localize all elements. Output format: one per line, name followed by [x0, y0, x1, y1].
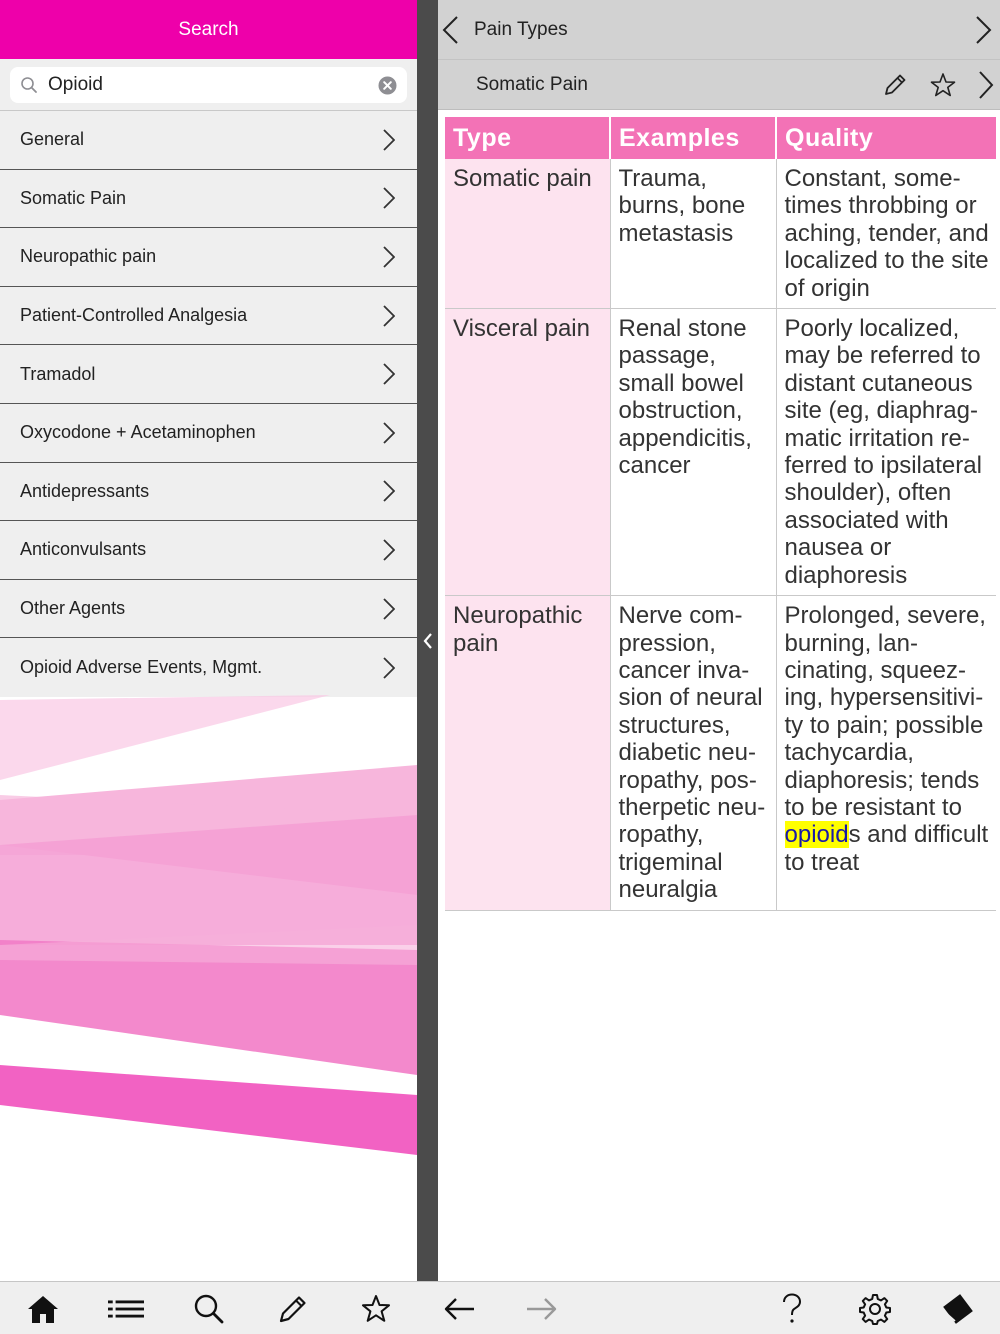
- app-menu-button[interactable]: [940, 1291, 976, 1327]
- back-chevron-icon[interactable]: [440, 15, 460, 45]
- list-icon: [108, 1298, 144, 1320]
- collapse-chevron-icon[interactable]: [423, 633, 433, 649]
- chevron-right-icon: [383, 422, 395, 444]
- left-header-title: Search: [178, 18, 239, 40]
- list-button[interactable]: [108, 1291, 144, 1327]
- chevron-right-icon: [383, 657, 395, 679]
- table-row: [445, 596, 996, 910]
- notes-button[interactable]: [275, 1291, 311, 1327]
- header-examples: Examples: [610, 117, 776, 159]
- list-item-label: Other Agents: [20, 598, 126, 619]
- table-row: [445, 159, 996, 309]
- sub-nav-bar: [438, 59, 1000, 110]
- chevron-right-icon: [383, 129, 395, 151]
- decorative-ribbons: [0, 695, 417, 1281]
- cell-type: Neuropathic pain: [445, 596, 610, 910]
- clear-search-icon[interactable]: [378, 76, 397, 95]
- list-item-label: Oxycodone + Acetaminophen: [20, 422, 256, 443]
- topic-list: [0, 111, 417, 697]
- right-pane: [438, 0, 1000, 1281]
- nav-title: Pain Types: [474, 18, 568, 40]
- list-item-label: Opioid Adverse Events, Mgmt.: [20, 657, 263, 678]
- star-icon: [361, 1294, 391, 1324]
- list-item-tramadol[interactable]: [0, 345, 417, 404]
- chevron-right-icon: [383, 305, 395, 327]
- bottom-toolbar: [0, 1281, 1000, 1334]
- nav-bar: [438, 0, 1000, 59]
- search-bar: [0, 59, 417, 111]
- search-button[interactable]: [191, 1291, 227, 1327]
- pain-types-table: [445, 117, 996, 911]
- history-back-button[interactable]: [441, 1291, 477, 1327]
- chevron-right-icon: [383, 539, 395, 561]
- chevron-right-icon: [383, 598, 395, 620]
- chevron-right-icon: [383, 246, 395, 268]
- search-input[interactable]: [38, 74, 378, 96]
- help-button[interactable]: [774, 1291, 810, 1327]
- table-row: [445, 309, 996, 596]
- list-item-opioid-adverse-events[interactable]: [0, 638, 417, 697]
- settings-button[interactable]: [857, 1291, 893, 1327]
- table-header-row: [445, 117, 996, 159]
- history-forward-button[interactable]: [524, 1291, 560, 1327]
- cell-type: Visceral pain: [445, 309, 610, 596]
- pencil-icon: [278, 1294, 308, 1324]
- list-item-label: Somatic Pain: [20, 187, 127, 208]
- list-item-neuropathic-pain[interactable]: [0, 228, 417, 287]
- list-item-pca[interactable]: [0, 287, 417, 346]
- diamond-icon: [942, 1293, 974, 1325]
- list-item-other-agents[interactable]: [0, 580, 417, 639]
- list-item-label: Anticonvulsants: [20, 539, 147, 560]
- cell-quality: [776, 596, 996, 910]
- star-icon[interactable]: [930, 72, 956, 98]
- pane-divider[interactable]: [417, 0, 438, 1281]
- list-item-oxycodone[interactable]: [0, 404, 417, 463]
- cell-examples: Renal stone passage, small bowel obstruction, appendicitis, cancer: [610, 309, 776, 596]
- content-area: [438, 110, 1000, 911]
- forward-arrow-icon: [526, 1297, 558, 1321]
- next-chevron-icon[interactable]: [974, 15, 994, 45]
- header-type: Type: [445, 117, 610, 159]
- list-item-anticonvulsants[interactable]: [0, 521, 417, 580]
- chevron-right-icon: [383, 480, 395, 502]
- left-header: [0, 0, 417, 59]
- search-box[interactable]: [10, 67, 407, 103]
- list-item-label: Patient-Controlled Analgesia: [20, 305, 248, 326]
- gear-icon: [859, 1293, 891, 1325]
- chevron-right-icon: [383, 363, 395, 385]
- search-icon: [194, 1294, 224, 1324]
- cell-type: Somatic pain: [445, 159, 610, 309]
- list-item-label: Antidepressants: [20, 480, 150, 501]
- list-item-label: Tramadol: [20, 363, 96, 384]
- quality-text: s and difficult to treat: [784, 821, 989, 876]
- back-arrow-icon: [443, 1297, 475, 1321]
- search-icon: [20, 76, 38, 94]
- header-quality: Quality: [776, 117, 996, 159]
- list-item-label: Neuropathic pain: [20, 246, 157, 267]
- help-icon: [781, 1293, 803, 1325]
- cell-examples: Trauma, burns, bone metastasis: [610, 159, 776, 309]
- cell-examples: Nerve compression, cancer invasion of neural structures, diabetic neuropathy, postherpetic neuropathy, trigeminal neuralgia: [610, 596, 776, 910]
- sub-title: Somatic Pain: [476, 73, 588, 95]
- search-highlight: opioid: [784, 821, 849, 849]
- left-pane: [0, 0, 417, 1281]
- home-icon: [27, 1294, 59, 1324]
- favorites-button[interactable]: [358, 1291, 394, 1327]
- cell-quality: Poorly localized, may be referred to distant cutaneous site (eg, diaphragmatic irritation referred to ipsilateral shoulder), often associated with nausea or diaphoresis: [776, 309, 996, 596]
- chevron-right-icon: [383, 187, 395, 209]
- list-item-antidepressants[interactable]: [0, 463, 417, 522]
- list-item-somatic-pain[interactable]: [0, 170, 417, 229]
- quality-text: Prolonged, severe, burning, lancinating, squeezing, hypersensitivity to pain; possible tachycardia, diaphoresis; tends to be resistant to: [784, 602, 986, 821]
- pencil-icon[interactable]: [882, 72, 908, 98]
- home-button[interactable]: [25, 1291, 61, 1327]
- next-chevron-icon[interactable]: [978, 70, 994, 100]
- list-item-label: General: [20, 129, 85, 150]
- list-item-general[interactable]: [0, 111, 417, 170]
- cell-quality: Constant, sometimes throbbing or aching, tender, and localized to the site of origin: [776, 159, 996, 309]
